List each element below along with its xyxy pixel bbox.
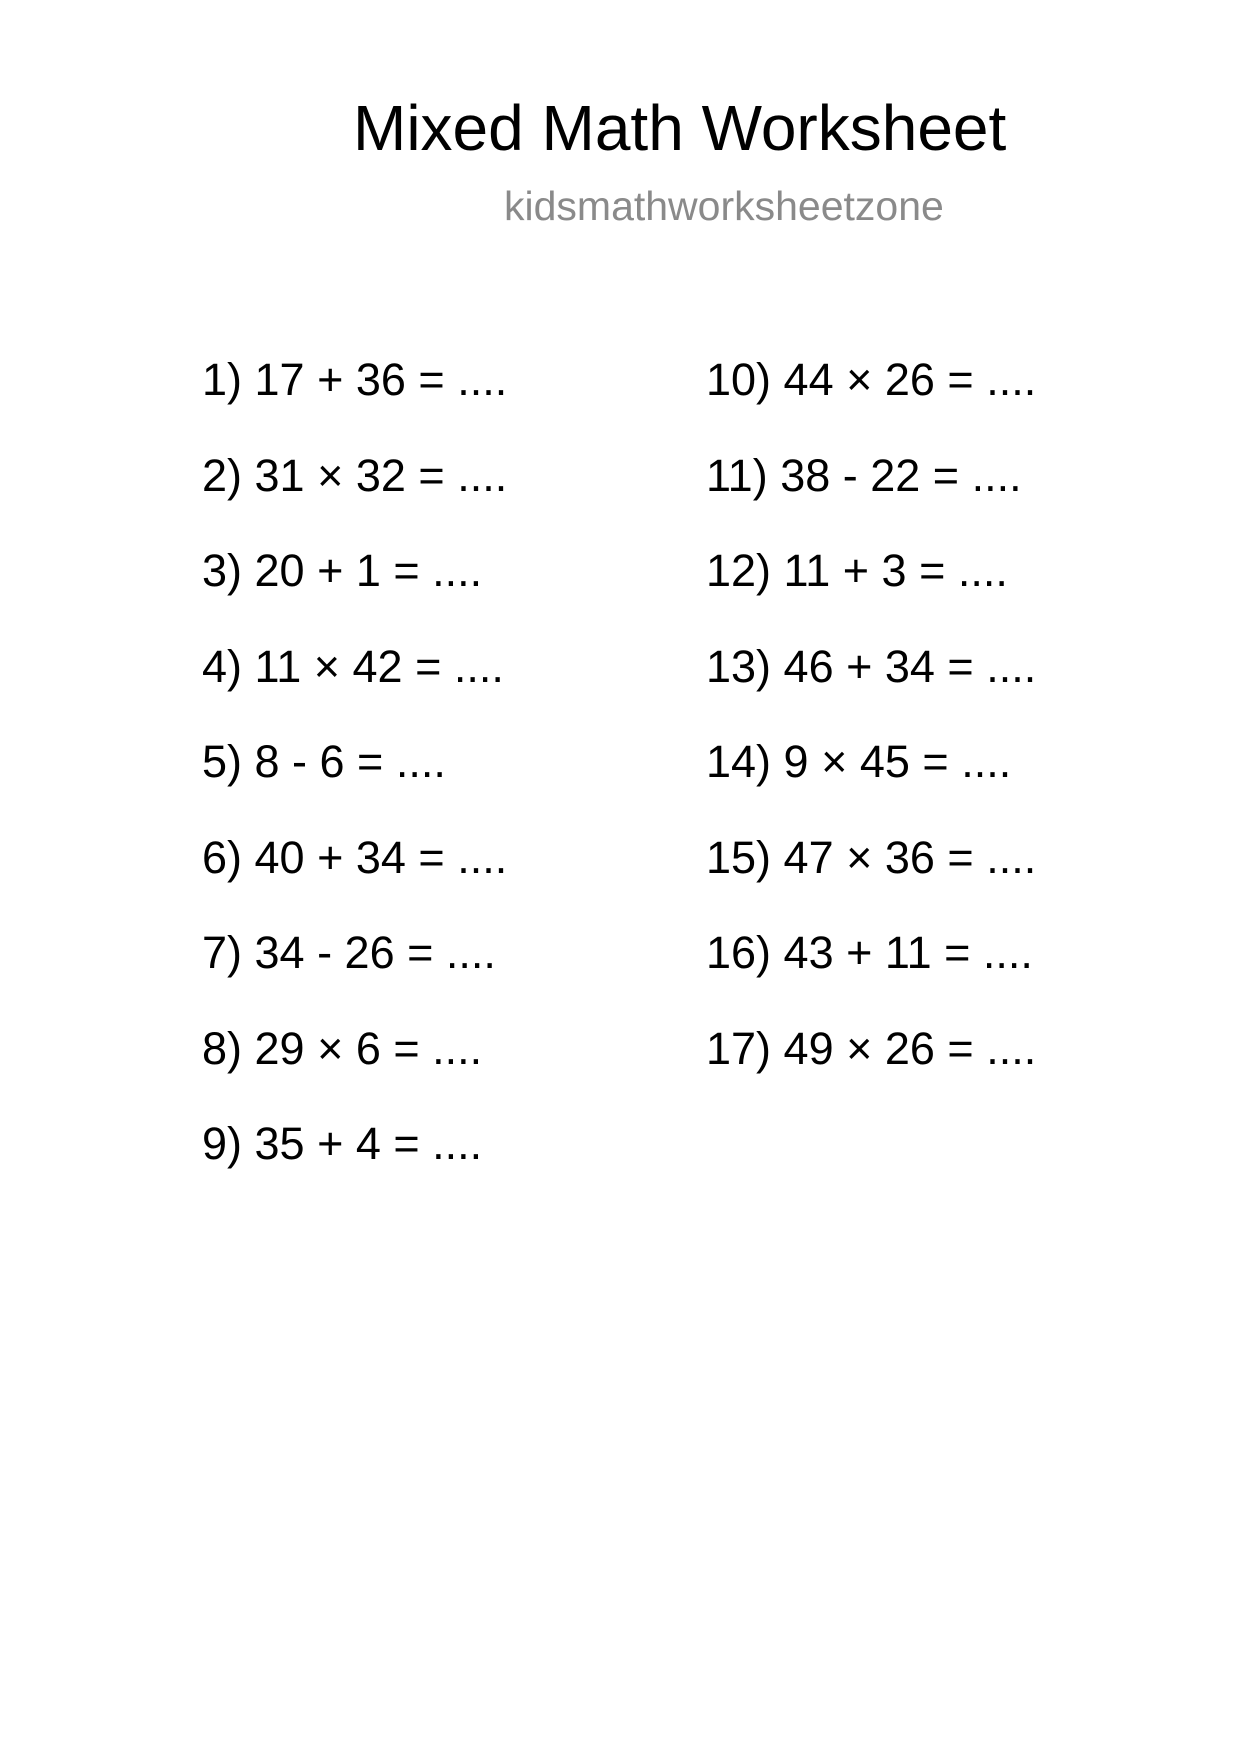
problem-item: 10) 44 × 26 = .... <box>706 354 1037 405</box>
problem-item: 2) 31 × 32 = .... <box>202 449 508 501</box>
problem-item: 17) 49 × 26 = .... <box>706 1022 1037 1074</box>
problem-item: 9) 35 + 4 = .... <box>202 1118 483 1169</box>
site-name: kidsmathworksheetzone <box>504 183 944 229</box>
problem-item: 7) 34 - 26 = .... <box>202 927 496 978</box>
problem-item: 8) 29 × 6 = .... <box>202 1022 483 1074</box>
problem-item: 3) 20 + 1 = .... <box>202 545 483 596</box>
problem-item: 5) 8 - 6 = .... <box>202 736 446 787</box>
problems-column-right <box>706 356 1036 1120</box>
problem-item: 14) 9 × 45 = .... <box>706 736 1012 787</box>
problem-item: 16) 43 + 11 = .... <box>706 927 1033 978</box>
problem-item: 4) 11 × 42 = .... <box>202 640 504 692</box>
problem-item: 13) 46 + 34 = .... <box>706 640 1037 692</box>
problem-item: 12) 11 + 3 = .... <box>706 545 1008 596</box>
problem-item: 1) 17 + 36 = .... <box>202 354 508 405</box>
problems-column-left <box>202 356 507 1216</box>
page-title: Mixed Math Worksheet <box>353 92 1007 164</box>
problem-item: 6) 40 + 34 = .... <box>202 831 508 883</box>
problem-item: 11) 38 - 22 = .... <box>706 449 1022 501</box>
problem-item: 15) 47 × 36 = .... <box>706 831 1037 883</box>
